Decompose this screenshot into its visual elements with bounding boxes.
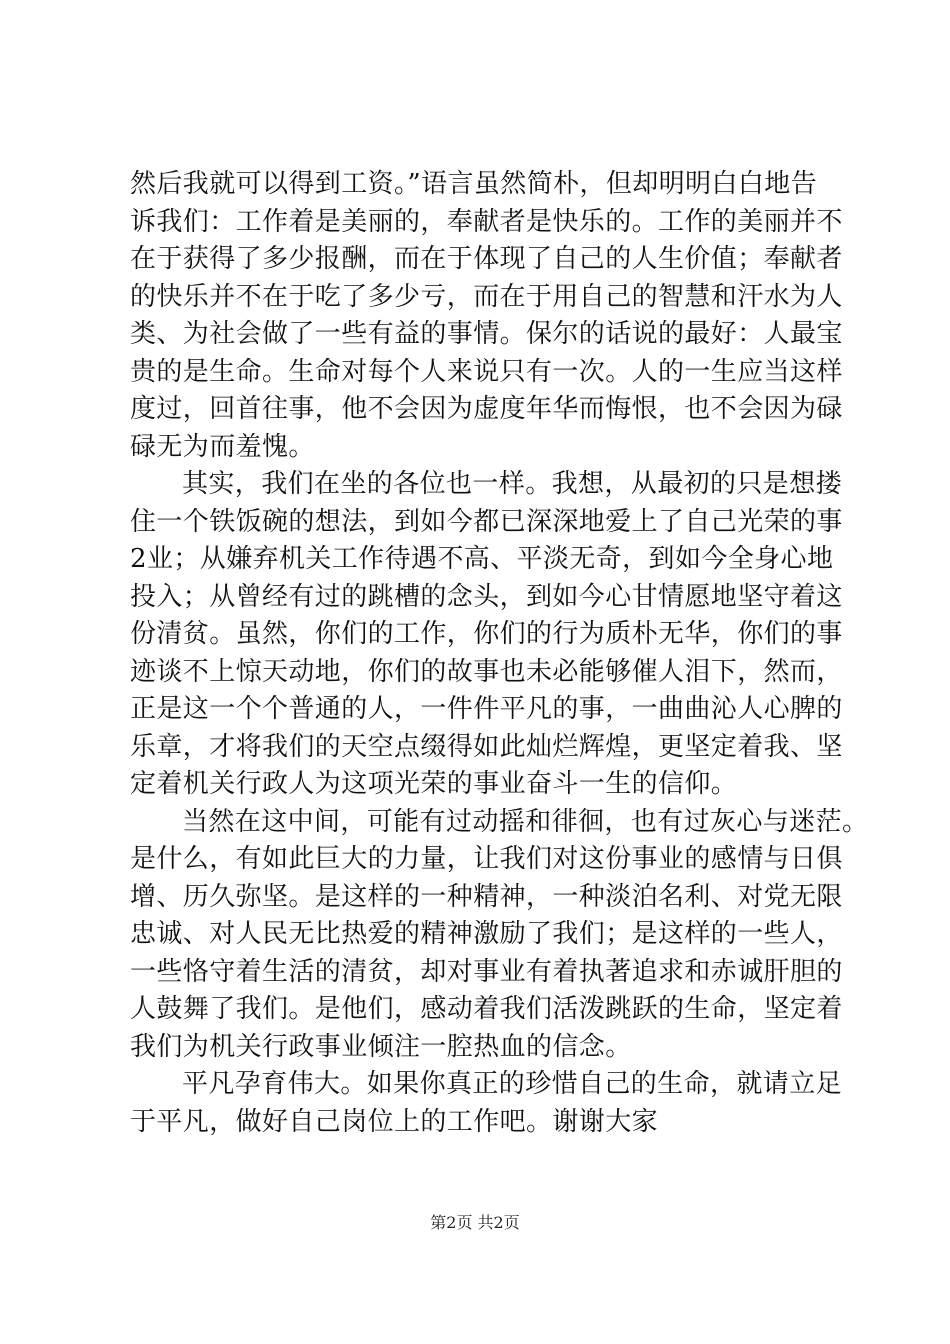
text-line: 类、为社会做了一些有益的事情。保尔的话说的最好：人最宝 — [130, 319, 843, 349]
text-line: 我们为机关行政事业倾注一腔热血的信念。 — [130, 1031, 632, 1062]
paragraph — [130, 166, 843, 466]
paragraph — [130, 804, 869, 1067]
text-line: 投入；从曾经有过的跳槽的念头，到如今心甘情愿地坚守着这 — [130, 581, 843, 612]
text-line: 平凡孕育伟大。如果你真正的珍惜自己的生命，就请立足 — [182, 1069, 843, 1099]
body-text — [130, 166, 869, 1141]
text-line: 的快乐并不在于吃了多少亏，而在于用自己的智慧和汗水为人 — [130, 281, 843, 312]
text-line: 定着机关行政人为这项光荣的事业奋斗一生的信仰。 — [130, 769, 738, 799]
text-line: 忠诚、对人民无比热爱的精神激励了我们；是这样的一些人， — [130, 919, 843, 949]
text-line: 住一个铁饭碗的想法，到如今都已深深地爱上了自己光荣的事 — [130, 506, 843, 537]
text-line: 增、历久弥坚。是这样的一种精神，一种淡泊名利、对党无限 — [130, 881, 843, 912]
text-line: 正是这一个个普通的人，一件件平凡的事，一曲曲沁人心脾的 — [130, 694, 843, 724]
text-line: 人鼓舞了我们。是他们，感动着我们活泼跳跃的生命，坚定着 — [130, 994, 843, 1024]
text-line: 其实，我们在坐的各位也一样。我想，从最初的只是想搂 — [182, 469, 843, 499]
text-line: 诉我们：工作着是美丽的，奉献者是快乐的。工作的美丽并不 — [130, 206, 843, 237]
text-line: 迹谈不上惊天动地，你们的故事也未必能够催人泪下，然而， — [130, 656, 843, 687]
paragraph — [130, 1066, 843, 1141]
paragraph — [130, 466, 843, 804]
page-footer: 第2页 共2页 — [430, 1213, 520, 1232]
text-line: 碌无为而羞愧。 — [130, 431, 315, 462]
text-line: 当然在这中间，可能有过动摇和徘徊，也有过灰心与迷茫。 — [182, 806, 869, 837]
text-line: 2业；从嫌弃机关工作待遇不高、平淡无奇，到如今全身心地 — [130, 544, 834, 574]
text-line: 份清贫。虽然，你们的工作，你们的行为质朴无华，你们的事 — [130, 619, 843, 649]
text-line: 在于获得了多少报酬，而在于体现了自己的人生价值；奉献者 — [130, 244, 843, 274]
text-line: 贵的是生命。生命对每个人来说只有一次。人的一生应当这样 — [130, 356, 843, 387]
text-line: 然后我就可以得到工资。”语言虽然简朴，但却明明白白地告 — [130, 169, 818, 199]
text-line: 一些恪守着生活的清贫，却对事业有着执著追求和赤诚肝胆的 — [130, 956, 843, 987]
text-line: 度过，回首往事，他不会因为虚度年华而悔恨，也不会因为碌 — [130, 394, 843, 424]
text-line: 乐章，才将我们的天空点缀得如此灿烂辉煌，更坚定着我、坚 — [130, 731, 843, 762]
text-line: 是什么，有如此巨大的力量，让我们对这份事业的感情与日俱 — [130, 844, 843, 874]
text-line: 于平凡，做好自己岗位上的工作吧。谢谢大家 — [130, 1106, 659, 1137]
